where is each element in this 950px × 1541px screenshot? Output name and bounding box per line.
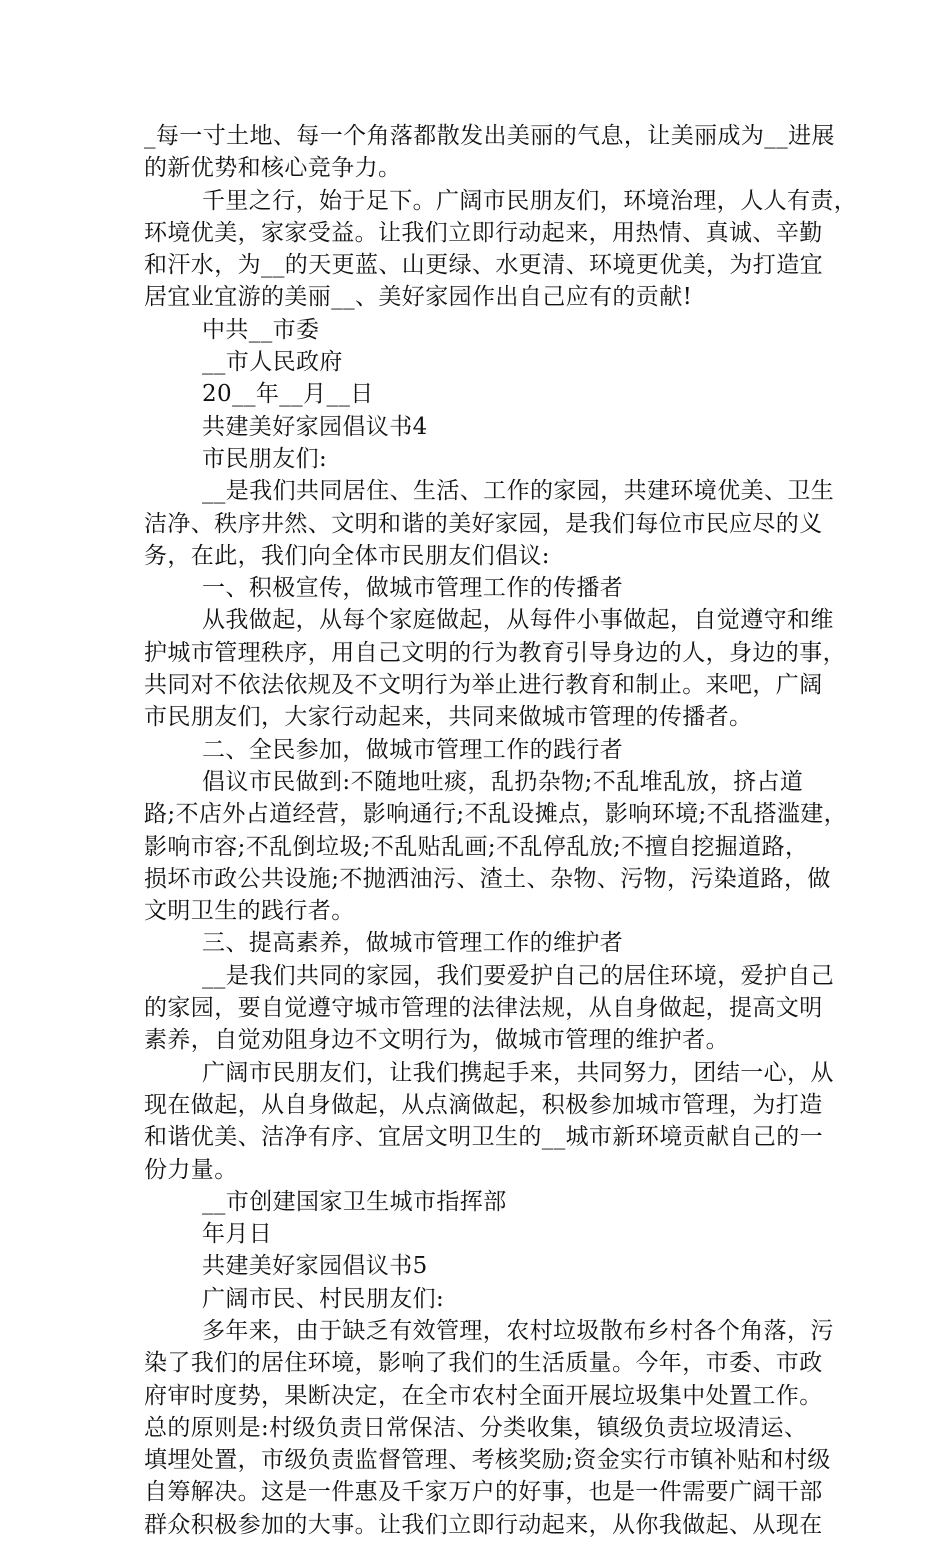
text-line: 和谐优美、洁净有序、宜居文明卫生的__城市新环境贡献自己的一 <box>144 1124 823 1151</box>
text-line: __市人民政府 <box>202 349 343 376</box>
text-line: __是我们共同居住、生活、工作的家园，共建环境优美、卫生 <box>202 478 835 505</box>
text-line: 共建美好家园倡议书5 <box>202 1253 428 1280</box>
text-line: 总的原则是:村级负责日常保洁、分类收集，镇级负责垃圾清运、 <box>144 1414 808 1441</box>
text-line: 影响市容;不乱倒垃圾;不乱贴乱画;不乱停乱放;不擅自挖掘道路， <box>144 833 809 860</box>
text-line: 倡议市民做到:不随地吐痰，乱扔杂物;不乱堆乱放，挤占道 <box>202 768 804 795</box>
text-line: 多年来，由于缺乏有效管理，农村垃圾散布乡村各个角落，污 <box>202 1317 834 1344</box>
text-line: 府审时度势，果断决定，在全市农村全面开展垃圾集中处置工作。 <box>144 1382 823 1409</box>
text-line: 损坏市政公共设施;不抛洒油污、渣土、杂物、污物，污染道路，做 <box>144 865 831 892</box>
text-line: 文明卫生的践行者。 <box>144 898 355 925</box>
text-line: 三、提高素养，做城市管理工作的维护者 <box>202 930 624 957</box>
text-line: 护城市管理秩序，用自己文明的行为教育引导身边的人，身边的事， <box>144 639 846 666</box>
text-line: 从我做起，从每个家庭做起，从每件小事做起，自觉遵守和维 <box>202 607 834 634</box>
text-line: 的家园，要自觉遵守城市管理的法律法规，从自身做起，提高文明 <box>144 995 823 1022</box>
text-line: 千里之行，始于足下。广阔市民朋友们，环境治理，人人有责， <box>202 187 858 214</box>
text-line: 共建美好家园倡议书4 <box>202 413 428 440</box>
text-line: 共同对不依法依规及不文明行为举止进行教育和制止。来吧，广阔 <box>144 672 823 699</box>
text-line: 务，在此，我们向全体市民朋友们倡议: <box>144 542 550 569</box>
text-line: 年月日 <box>202 1221 273 1248</box>
text-line: 和汗水，为__的天更蓝、山更绿、水更清、环境更优美，为打造宜 <box>144 252 823 279</box>
text-line: 20__年__月__日 <box>202 381 374 408</box>
text-line: 自筹解决。这是一件惠及千家万户的好事，也是一件需要广阔干部 <box>144 1479 823 1506</box>
text-line: 染了我们的居住环境，影响了我们的生活质量。今年，市委、市政 <box>144 1350 823 1377</box>
text-line: 路;不店外占道经营，影响通行;不乱设摊点，影响环境;不乱搭滥建， <box>144 801 848 828</box>
text-line: 现在做起，从自身做起，从点滴做起，积极参加城市管理，为打造 <box>144 1091 823 1118</box>
text-line: __市创建国家卫生城市指挥部 <box>202 1188 507 1215</box>
text-line: 洁净、秩序井然、文明和谐的美好家园，是我们每位市民应尽的义 <box>144 510 823 537</box>
text-line: _每一寸土地、每一个角落都散发出美丽的气息，让美丽成为__进展 <box>144 123 835 149</box>
text-line: 环境优美，家家受益。让我们立即行动起来，用热情、真诚、辛勤 <box>144 219 823 246</box>
text-line: 群众积极参加的大事。让我们立即行动起来，从你我做起、从现在 <box>144 1511 823 1538</box>
text-line: 市民朋友们: <box>202 445 328 472</box>
text-line: 广阔市民、村民朋友们: <box>202 1285 445 1312</box>
text-line: 广阔市民朋友们，让我们携起手来，共同努力，团结一心，从 <box>202 1059 834 1086</box>
document-body <box>144 120 858 1541</box>
text-line: 居宜业宜游的美丽__、美好家园作出自己应有的贡献! <box>144 284 693 311</box>
text-line: 份力量。 <box>144 1156 238 1183</box>
text-line: 素养，自觉劝阻身边不文明行为，做城市管理的维护者。 <box>144 1027 729 1054</box>
text-line: __是我们共同的家园，我们要爱护自己的居住环境，爱护自己 <box>202 962 835 989</box>
text-line: 一、积极宣传，做城市管理工作的传播者 <box>202 575 624 602</box>
text-line: 的新优势和核心竞争力。 <box>144 155 402 182</box>
text-line: 市民朋友们，大家行动起来，共同来做城市管理的传播者。 <box>144 704 753 731</box>
text-line: 填埋处置，市级负责监督管理、考核奖励;资金实行市镇补贴和村级 <box>144 1447 831 1474</box>
text-line: 二、全民参加，做城市管理工作的践行者 <box>202 736 624 763</box>
text-line: 中共__市委 <box>202 316 320 343</box>
